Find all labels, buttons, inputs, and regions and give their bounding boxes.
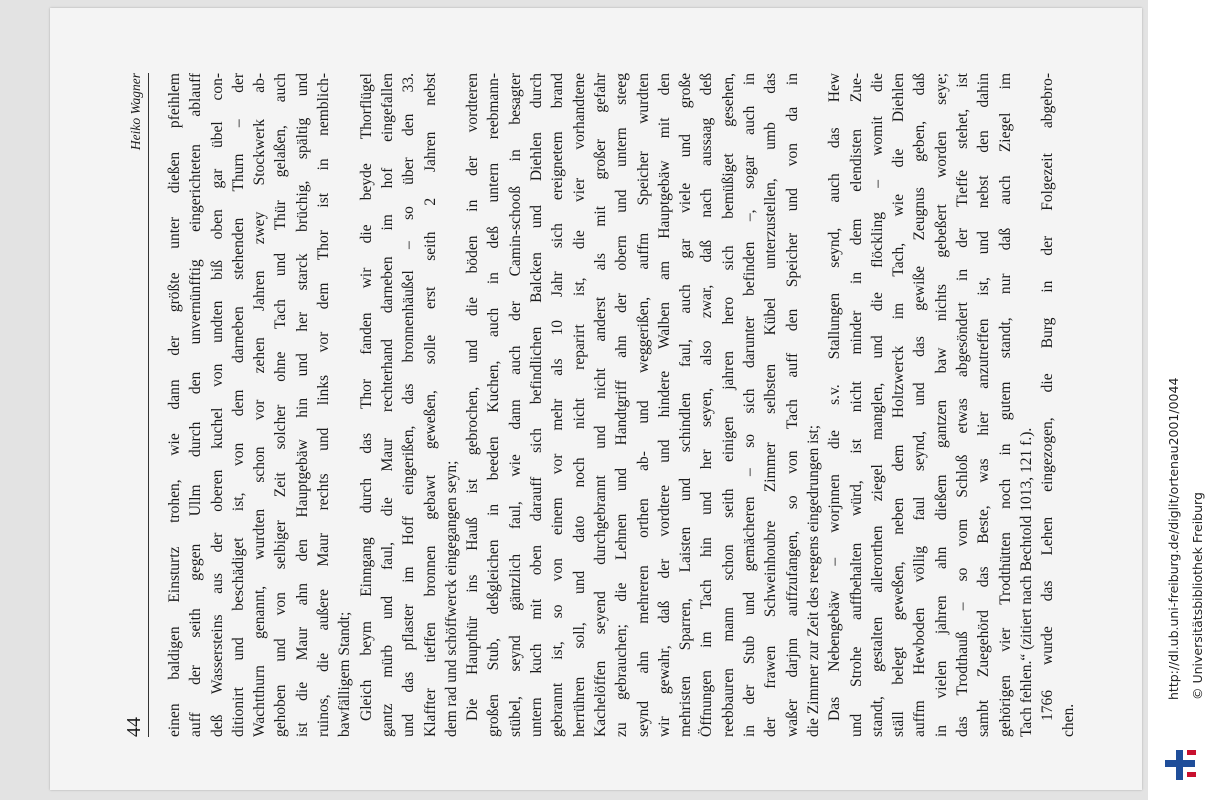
text-line: gebrannt ist, so von einem vor mehr als 10 Jahr sich ereignetem brand (549, 73, 567, 737)
text-line: die Zimmer zur Zeit des reegens eingedrungen ist; (804, 424, 822, 737)
header-rule (148, 73, 149, 737)
text-line: waßer darjnn auffzufangen, so von Tach auff den Speicher und von da in (783, 73, 801, 737)
text-line: Kachelöffen seyend durchgebrannt und nicht anderst als mit großer gefahr (591, 73, 609, 737)
text-line: herrühren soll, und dato noch nicht reparirt ist, die vier vorhandtene (570, 73, 588, 737)
text-line: auffm Hewboden völlig faul seynd, und das gewiße Zeugnus geben, daß (911, 73, 929, 737)
text-line: und das pflaster im Hoff eingerißen, das bronnenhäußel – so über den 33. (400, 73, 418, 737)
text-line: gantz mürb und faul, die Maur rechterhand darneben im hof eingefallen (378, 73, 396, 737)
rotated-page-content (124, 73, 1124, 737)
text-line: Tach fehlen.“ (zitiert nach Bechtold 1013, 121 f.). (1017, 427, 1035, 737)
text-line: Öffnungen im Tach hin und her seyen, also zwar, daß nach aussaag deß (698, 73, 716, 737)
copyright-notice: © Universitätsbibliothek Freiburg (1190, 492, 1205, 700)
text-line: einen baldigen Einsturtz trohen, wie dann der größte unter dießen pfeihlem (166, 73, 183, 737)
text-line: standt, gestalten allerorthen ziegel manglen, und die flöckling – womit die (868, 73, 886, 737)
text-line: mehristen Sparren, Laisten und schindlen faul, auch gar viele und große (677, 73, 695, 737)
text-line: chen. (1060, 703, 1078, 737)
text-line: das Trodthauß – so vom Schloß etwas abgesöndert in der Tieffe stehet, ist (953, 73, 971, 737)
body-text (164, 73, 1080, 737)
running-head: Heiko Wagner (128, 73, 143, 151)
text-line: ruinos, die außere Maur rechts und links vor dem Thor ist in nemblich- (315, 73, 333, 737)
text-line: und Strohe auffbehalten würd, ist nicht minder in dem elendisten Zue- (847, 73, 865, 737)
text-line: Klaffter tieffen bronnen gebawt geweßen, solle erst seith 2 Jahren nebst (421, 73, 439, 737)
text-line: ist die Maur ahn den Hauptgebäw hin und her starck brüchig, spältig und (293, 73, 311, 737)
text-line: Das Nebengebäw – worjnnen die s.v. Stallungen seynd, auch das Hew (826, 73, 844, 721)
text-line: Gleich beym Einngang durch das Thor fanden wir die beyde Thorflügel (357, 73, 375, 721)
ub-freiburg-logo-icon (1163, 748, 1199, 782)
text-line: Wachtthurn genannt, wurdten schon vor zehen Jahren zwey Stockwerk ab- (251, 73, 269, 737)
text-line: ditionirt und beschädiget ist, von dem darneben stehenden Thurn – der (229, 73, 247, 737)
page-number: 44 (123, 717, 145, 737)
text-line: zu gebrauchen; die Lehnen und Handtgriff ahn der obern und untern steeg (613, 73, 631, 737)
text-line: stübel, seynd gäntzlich faul, wie dann auch der Camin-schooß in besagter (506, 73, 524, 737)
text-line: Die Haupthür ins Hauß ist gebrochen, und die böden in der vordteren (464, 73, 482, 721)
text-line: wir gewahr, daß der vordtere und hindere Walben am Hauptgebäw mit den (655, 73, 673, 737)
text-line: dem rad und schöffwerck eingegangen seyn; (442, 460, 460, 737)
text-line: reebbauren mann schon seith einigen jahren hero sich bemüßiget gesehen, (719, 73, 737, 737)
source-url: http://dl.ub.uni-freiburg.de/diglit/ortenau2001/0044 (1166, 377, 1181, 700)
text-line: in vielen jahren ahn dießem gantzen baw nichts gebeßert worden seye; (932, 73, 950, 737)
text-line: bawfälligem Standt; (336, 611, 354, 737)
text-line: auff der seith gegen Ullm durch den unvernünfftig eingerichteten ablauff (187, 73, 205, 737)
text-line: sambt Zuegehörd das Beste, was hier anzutreffen ist, und nebst den dahin (975, 73, 993, 737)
text-line: in der Stub und gemächeren – so sich darunter befinden –, sogar auch in (741, 73, 759, 737)
text-line: untern kuch mit oben darauff sich befindlichen Balcken und Diehlen durch (528, 73, 546, 737)
text-line: 1766 wurde das Lehen eingezogen, die Burg in der Folgezeit abgebro- (1039, 73, 1057, 721)
text-line: seynd ahn mehreren orthen ab- und weggerißen, auffm Speicher wurdten (634, 73, 652, 737)
text-line: deß Wassersteins aus der oberen kuchel von undten biß oben gar übel con- (208, 73, 226, 737)
text-line: großen Stub, deßgleichen in beeden Kuchen, auch in deß untern reebmann- (485, 73, 503, 737)
text-line: ställ belegt geweßen, neben dem Holtzwerck im Tach, wie die Diehlen (890, 73, 908, 737)
text-line: der frawen Schweinhoubre Zimmer selbsten Kübel unterzustellen, umb das (762, 73, 780, 737)
scanned-page (50, 8, 1142, 790)
text-line: gehoben und von selbiger Zeit solcher ohne Tach und Thür gelaßen, auch (272, 73, 290, 737)
text-line: gehörigen vier Trodthütten noch in gutem standt, nur daß auch Ziegel im (996, 73, 1014, 737)
